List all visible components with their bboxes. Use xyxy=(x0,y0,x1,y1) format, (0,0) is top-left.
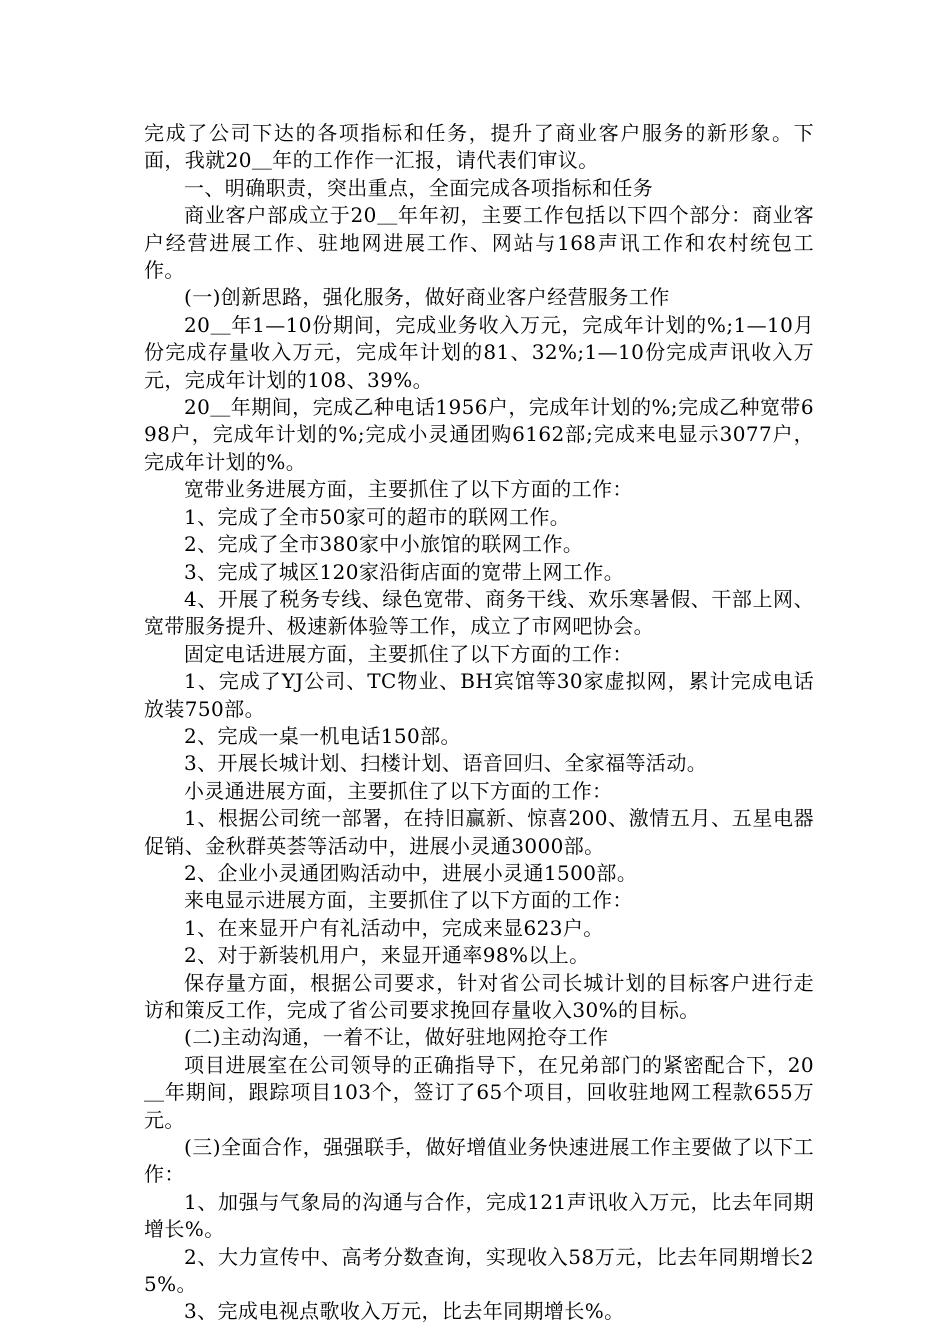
paragraph: 固定电话进展方面，主要抓住了以下方面的工作： xyxy=(184,641,633,666)
list-item: 2、对于新装机用户，来显开通率98%以上。 xyxy=(184,943,590,968)
list-item: 2、大力宣传中、高考分数查询，实现收入58万元，比去年同期增长25%。 xyxy=(144,1244,814,1297)
list-item: 3、开展长城计划、扫楼计划、语音回归、全家福等活动。 xyxy=(184,751,708,776)
paragraph: 项目进展室在公司领导的正确指导下，在兄弟部门的紧密配合下，20＿年期间，跟踪项目103个，签订了65个项目，回收驻地网工程款655万元。 xyxy=(144,1052,814,1132)
paragraph: 商业客户部成立于20＿年年初，主要工作包括以下四个部分：商业客户经营进展工作、驻地网进展工作、网站与168声讯工作和农村统包工作。 xyxy=(144,203,814,283)
paragraph: 保存量方面，根据公司要求，针对省公司长城计划的目标客户进行走访和策反工作，完成了省公司要求挽回存量收入30%的目标。 xyxy=(144,970,814,1022)
list-item: 3、完成了城区120家沿街店面的宽带上网工作。 xyxy=(184,559,625,584)
subsection-heading: (一)创新思路，强化服务，做好商业客户经营服务工作 xyxy=(184,285,670,310)
list-item: 1、在来显开户有礼活动中，完成来显623户。 xyxy=(184,915,604,940)
paragraph: 20＿年期间，完成乙种电话1956户，完成年计划的%;完成乙种宽带698户，完成年计划的%;完成小灵通团购6162部;完成来电显示3077户，完成年计划的%。 xyxy=(144,395,814,474)
list-item: 2、完成了全市380家中小旅馆的联网工作。 xyxy=(184,532,584,557)
subsection-heading: (二)主动沟通，一着不让，做好驻地网抢夺工作 xyxy=(184,1025,609,1050)
list-item: 1、完成了全市50家可的超市的联网工作。 xyxy=(184,504,571,529)
section-heading: 一、明确职责，突出重点，全面完成各项指标和任务 xyxy=(184,175,654,200)
paragraph: 宽带业务进展方面，主要抓住了以下方面的工作： xyxy=(184,477,633,502)
paragraph: 来电显示进展方面，主要抓住了以下方面的工作： xyxy=(184,888,633,913)
document-body xyxy=(144,120,814,1326)
list-item: 3、完成电视点歌收入万元，比去年同期增长%。 xyxy=(184,1299,625,1324)
list-item: 1、完成了YJ公司、TC物业、BH宾馆等30家虚拟网，累计完成电话放装750部。 xyxy=(144,669,814,721)
list-item: 2、完成一桌一机电话150部。 xyxy=(184,723,461,748)
paragraph: 小灵通进展方面，主要抓住了以下方面的工作： xyxy=(184,778,613,803)
paragraph: 完成了公司下达的各项指标和任务，提升了商业客户服务的新形象。下面，我就20＿年的工作作一汇报，请代表们审议。 xyxy=(144,121,814,173)
paragraph: 20＿年1—10份期间，完成业务收入万元，完成年计划的%;1—10月份完成存量收入万元，完成年计划的81、32%;1—10份完成声讯收入万元，完成年计划的108、39%。 xyxy=(144,312,814,392)
list-item: 4、开展了税务专线、绿色宽带、商务干线、欢乐寒暑假、干部上网、宽带服务提升、极速新体验等工作，成立了市网吧协会。 xyxy=(144,586,814,639)
list-item: 1、加强与气象局的沟通与合作，完成121声讯收入万元，比去年同期增长%。 xyxy=(144,1189,814,1242)
subsection-heading: (三)全面合作，强强联手，做好增值业务快速进展工作主要做了以下工作： xyxy=(144,1135,814,1187)
list-item: 1、根据公司统一部署，在持旧赢新、惊喜200、激情五月、五星电器促销、金秋群英荟等活动中，进展小灵通3000部。 xyxy=(144,806,814,858)
list-item: 2、企业小灵通团购活动中，进展小灵通1500部。 xyxy=(184,860,638,885)
